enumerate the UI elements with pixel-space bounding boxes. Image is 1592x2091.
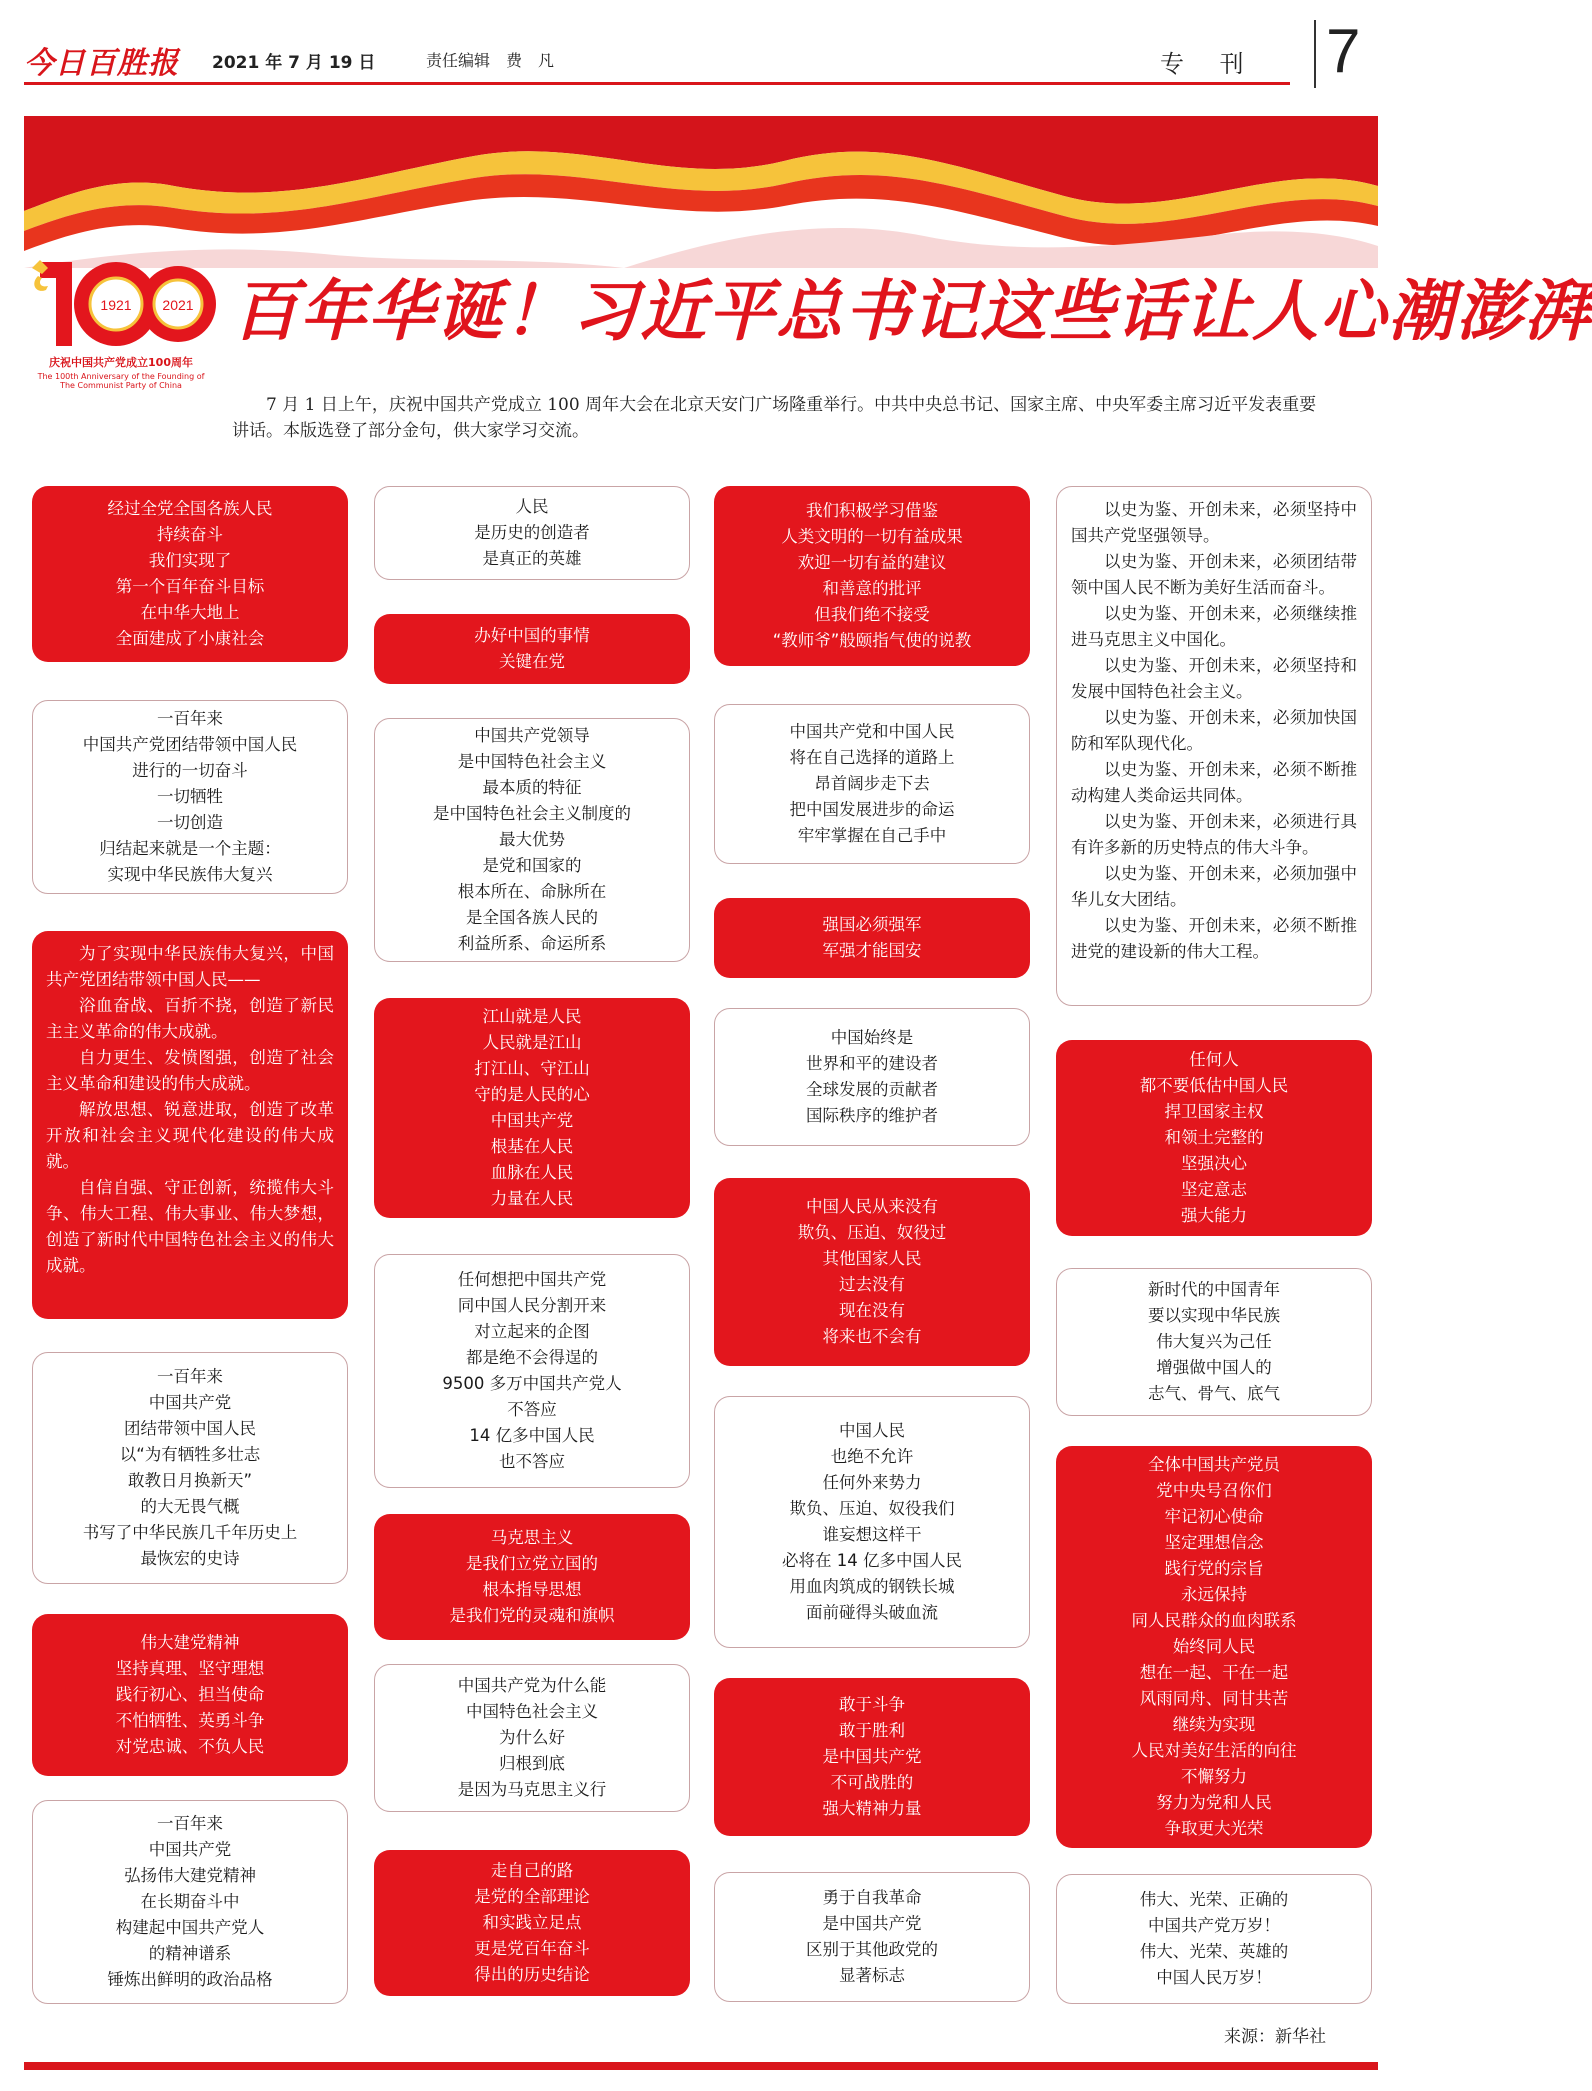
quote-line: 牢牢掌握在自己手中 xyxy=(797,826,947,845)
quote-line: 必将在 14 亿多中国人民 xyxy=(782,1551,962,1570)
quote-line: 是中国特色社会主义 xyxy=(457,752,607,771)
quote-paragraph: 以史为鉴、开创未来，必须进行具有许多新的历史特点的伟大斗争。 xyxy=(1071,812,1357,857)
quote-line: 是因为马克思主义行 xyxy=(457,1780,607,1799)
emblem-caption-cn: 庆祝中国共产党成立100周年 xyxy=(49,356,193,369)
quote-paragraph: 以史为鉴、开创未来，必须继续推进马克思主义中国化。 xyxy=(1071,604,1357,649)
quote-line: 根基在人民 xyxy=(490,1137,574,1156)
quote-paragraph: 浴血奋战、百折不挠，创造了新民主主义革命的伟大成就。 xyxy=(46,996,334,1041)
quote-line: 归根到底 xyxy=(499,1754,565,1773)
emblem-year-left: 1921 xyxy=(100,297,132,313)
quote-card xyxy=(714,704,1030,864)
page-number: 7 xyxy=(1326,17,1361,86)
quote-line: 第一个百年奋斗目标 xyxy=(115,577,265,596)
quote-line: 都是绝不会得逞的 xyxy=(466,1348,598,1367)
quote-card xyxy=(32,1800,348,2004)
quote-line: 中国共产党万岁！ xyxy=(1148,1916,1280,1935)
quote-line: 伟大、光荣、英雄的 xyxy=(1139,1942,1289,1961)
quote-line: 根本指导思想 xyxy=(482,1580,582,1599)
quote-line: 在中华大地上 xyxy=(140,603,240,622)
quote-line: 过去没有 xyxy=(839,1275,905,1294)
quote-paragraph: 以史为鉴、开创未来，必须团结带领中国人民不断为美好生活而奋斗。 xyxy=(1071,552,1357,597)
newspaper-logo: 今日百胜报 xyxy=(24,46,179,81)
quote-line: 是中国共产党 xyxy=(822,1747,922,1766)
quote-line: 一切创造 xyxy=(157,813,223,832)
quote-line: 是党和国家的 xyxy=(482,856,582,875)
quote-line: 走自己的路 xyxy=(490,1861,574,1880)
quote-line: 军强才能国安 xyxy=(822,941,922,960)
quote-line: 构建起中国共产党人 xyxy=(115,1918,265,1937)
quote-paragraph: 以史为鉴、开创未来，必须加强中华儿女大团结。 xyxy=(1071,864,1357,909)
quote-line: 践行党的宗旨 xyxy=(1164,1559,1264,1578)
quote-line: 根本所在、命脉所在 xyxy=(457,882,607,901)
quote-line: 在长期奋斗中 xyxy=(140,1892,240,1911)
quote-line: 是中国特色社会主义制度的 xyxy=(433,804,631,823)
quote-card xyxy=(1056,1040,1372,1236)
quote-card xyxy=(714,1008,1030,1146)
quote-line: 一切牺牲 xyxy=(157,787,223,806)
quote-line: 对立起来的企图 xyxy=(474,1322,590,1341)
editor-credit: 责任编辑 费 凡 xyxy=(426,51,555,70)
quote-line: 坚持真理、坚守理想 xyxy=(115,1659,265,1678)
source-credit: 来源：新华社 xyxy=(1224,2027,1326,2047)
quote-line: 持续奋斗 xyxy=(157,525,223,544)
quote-line: 现在没有 xyxy=(839,1301,905,1320)
quote-line: 中国共产党为什么能 xyxy=(457,1676,607,1695)
quote-line: 以“为有牺牲多壮志 xyxy=(119,1445,261,1464)
emblem-caption-en-2: The Communist Party of China xyxy=(60,381,182,390)
quote-line: 为什么好 xyxy=(499,1728,565,1747)
quote-paragraph: 以史为鉴、开创未来，必须不断推动构建人类命运共同体。 xyxy=(1071,760,1357,805)
quote-line: 力量在人民 xyxy=(490,1189,574,1208)
quote-card xyxy=(1056,1446,1372,1848)
quote-line: 不懈努力 xyxy=(1181,1767,1247,1786)
quote-line: 马克思主义 xyxy=(490,1528,574,1547)
quote-line: 也绝不允许 xyxy=(830,1447,914,1466)
quote-line: 中国共产党和中国人民 xyxy=(789,722,955,741)
quote-line: 实现中华民族伟大复兴 xyxy=(107,865,273,884)
quote-line: 争取更大光荣 xyxy=(1164,1819,1264,1838)
quote-line: 打江山、守江山 xyxy=(474,1059,590,1078)
quote-line: 人类文明的一切有益成果 xyxy=(781,527,963,546)
quote-line: 弘扬伟大建党精神 xyxy=(124,1866,256,1885)
quote-line: 是我们立党立国的 xyxy=(466,1554,598,1573)
quote-line: 捍卫国家主权 xyxy=(1164,1102,1264,1121)
quote-line: 中国共产党 xyxy=(148,1840,232,1859)
quote-line: 最恢宏的史诗 xyxy=(140,1549,240,1568)
quote-line: 中国始终是 xyxy=(830,1028,914,1047)
quote-paragraph: 以史为鉴、开创未来，必须加快国防和军队现代化。 xyxy=(1071,708,1357,753)
quote-line: 9500 多万中国共产党人 xyxy=(442,1374,622,1393)
quote-line: 我们实现了 xyxy=(148,551,232,570)
quote-line: 始终同人民 xyxy=(1172,1637,1256,1656)
quote-line: 锤炼出鲜明的政治品格 xyxy=(107,1970,273,1989)
quote-line: 全面建成了小康社会 xyxy=(115,629,265,648)
headline: 百年华诞！习近平总书记这些话让人心潮澎湃 xyxy=(232,273,1592,350)
quote-line: 归结起来就是一个主题： xyxy=(99,839,281,858)
quote-line: 一百年来 xyxy=(157,709,223,728)
quote-line: 是真正的英雄 xyxy=(482,549,582,568)
quote-paragraph: 为了实现中华民族伟大复兴，中国共产党团结带领中国人民—— xyxy=(46,944,334,989)
quote-line: 坚强决心 xyxy=(1181,1154,1247,1173)
quote-line: 风雨同舟、同甘共苦 xyxy=(1139,1689,1289,1708)
quote-line: 不可战胜的 xyxy=(830,1773,914,1792)
quote-line: 伟大复兴为己任 xyxy=(1156,1332,1272,1351)
quote-line: 敢于斗争 xyxy=(839,1695,905,1714)
quote-line: 办好中国的事情 xyxy=(474,626,590,645)
quote-line: 全球发展的贡献者 xyxy=(806,1080,938,1099)
quote-card xyxy=(32,700,348,894)
quote-line: 书写了中华民族几千年历史上 xyxy=(82,1523,298,1542)
quote-card xyxy=(374,486,690,580)
quote-line: 不怕牺牲、英勇斗争 xyxy=(115,1711,265,1730)
quote-line: 进行的一切奋斗 xyxy=(132,761,248,780)
quote-paragraph: 自信自强、守正创新，统揽伟大斗争、伟大工程、伟大事业、伟大梦想，创造了新时代中国特色社会主义的伟大成就。 xyxy=(46,1178,334,1275)
quote-line: 强大精神力量 xyxy=(822,1799,922,1818)
emblem-caption-en-1: The 100th Anniversary of the Founding of xyxy=(37,372,205,381)
quote-line: 中国人民从来没有 xyxy=(806,1197,938,1216)
quote-paragraph: 以史为鉴、开创未来，必须不断推进党的建设新的伟大工程。 xyxy=(1071,916,1357,961)
quote-line: 任何外来势力 xyxy=(822,1473,922,1492)
quote-card xyxy=(374,614,690,684)
quote-line: 的精神谱系 xyxy=(148,1944,232,1963)
quote-card xyxy=(1056,1268,1372,1416)
emblem-caption-en xyxy=(26,372,216,390)
quote-card xyxy=(714,1396,1030,1648)
quote-line: 一百年来 xyxy=(157,1814,223,1833)
quote-line: 志气、骨气、底气 xyxy=(1148,1384,1280,1403)
quote-line: “教师爷”般颐指气使的说教 xyxy=(772,631,972,650)
quote-line: 不答应 xyxy=(507,1400,557,1419)
quote-card xyxy=(374,998,690,1218)
ribbon-illustration xyxy=(24,116,1378,268)
quote-line: 人民对美好生活的向往 xyxy=(1131,1741,1297,1760)
emblem-year-right: 2021 xyxy=(162,297,194,313)
quote-line: 中国人民万岁！ xyxy=(1156,1968,1272,1987)
quote-line: 永远保持 xyxy=(1181,1585,1247,1604)
quote-line: 得出的历史结论 xyxy=(474,1965,590,1984)
quote-card xyxy=(32,1352,348,1584)
quote-line: 强大能力 xyxy=(1181,1206,1247,1225)
quote-line: 和善意的批评 xyxy=(822,579,922,598)
quote-line: 想在一起、干在一起 xyxy=(1139,1663,1289,1682)
quote-line: 和领土完整的 xyxy=(1164,1128,1264,1147)
quote-line: 要以实现中华民族 xyxy=(1148,1306,1280,1325)
quote-line: 利益所系、命运所系 xyxy=(457,934,607,953)
quote-line: 区别于其他政党的 xyxy=(806,1940,938,1959)
quote-line: 欢迎一切有益的建议 xyxy=(797,553,947,572)
quote-line: 对党忠诚、不负人民 xyxy=(115,1737,265,1756)
quote-line: 强国必须强军 xyxy=(822,915,922,934)
quote-line: 经过全党全国各族人民 xyxy=(107,499,273,518)
ribbon-banner xyxy=(24,116,1378,268)
quote-line: 世界和平的建设者 xyxy=(806,1054,938,1073)
quote-line: 最本质的特征 xyxy=(482,778,582,797)
quote-card xyxy=(374,1254,690,1488)
quote-line: 坚定意志 xyxy=(1181,1180,1247,1199)
quote-line: 是中国共产党 xyxy=(822,1914,922,1933)
quote-line: 面前碰得头破血流 xyxy=(806,1603,938,1622)
top-rule xyxy=(24,82,1290,85)
quote-line: 党中央号召你们 xyxy=(1156,1481,1272,1500)
quote-line: 但我们绝不接受 xyxy=(814,605,930,624)
quote-line: 谁妄想这样干 xyxy=(822,1525,922,1544)
quote-paragraph: 解放思想、锐意进取，创造了改革开放和社会主义现代化建设的伟大成就。 xyxy=(46,1100,334,1171)
quote-line: 任何人 xyxy=(1189,1050,1239,1069)
quote-line: 继续为实现 xyxy=(1172,1715,1256,1734)
quote-line: 更是党百年奋斗 xyxy=(474,1939,590,1958)
emblem-100-icon xyxy=(28,254,218,354)
quote-card xyxy=(32,1614,348,1776)
quote-line: 任何想把中国共产党 xyxy=(457,1270,607,1289)
quote-line: 人民 xyxy=(515,497,549,516)
quote-line: 同人民群众的血肉联系 xyxy=(1131,1611,1297,1630)
quote-card xyxy=(374,1850,690,1996)
quote-card xyxy=(714,1872,1030,2002)
quote-line: 践行初心、担当使命 xyxy=(115,1685,265,1704)
quote-line: 欺负、压迫、奴役过 xyxy=(797,1223,947,1242)
quote-line: 关键在党 xyxy=(499,652,565,671)
quote-line: 增强做中国人的 xyxy=(1156,1358,1272,1377)
quote-line: 人民就是江山 xyxy=(482,1033,582,1052)
quote-line: 敢于胜利 xyxy=(839,1721,905,1740)
quote-line: 的大无畏气概 xyxy=(140,1497,240,1516)
quote-line: 中国共产党团结带领中国人民 xyxy=(82,735,298,754)
quote-line: 努力为党和人民 xyxy=(1156,1793,1272,1812)
quote-line: 是我们党的灵魂和旗帜 xyxy=(449,1606,615,1625)
quote-line: 中国共产党 xyxy=(490,1111,574,1130)
quote-line: 将在自己选择的道路上 xyxy=(789,748,955,767)
quote-line: 是全国各族人民的 xyxy=(466,908,598,927)
quote-line: 也不答应 xyxy=(499,1452,565,1471)
quote-line: 守的是人民的心 xyxy=(474,1085,590,1104)
quote-line: 全体中国共产党员 xyxy=(1148,1455,1280,1474)
quote-line: 伟大建党精神 xyxy=(140,1633,240,1652)
quote-paragraph: 以史为鉴、开创未来，必须坚持和发展中国特色社会主义。 xyxy=(1071,656,1357,701)
quote-line: 新时代的中国青年 xyxy=(1148,1280,1280,1299)
quote-line: 是历史的创造者 xyxy=(474,523,590,542)
quote-card xyxy=(374,718,690,962)
masthead xyxy=(24,17,1374,86)
quote-line: 血脉在人民 xyxy=(490,1163,574,1182)
quote-card xyxy=(714,898,1030,978)
quote-line: 将来也不会有 xyxy=(822,1327,922,1346)
quote-card xyxy=(714,1178,1030,1366)
quote-line: 牢记初心使命 xyxy=(1164,1507,1264,1526)
bottom-rule xyxy=(24,2062,1378,2070)
quote-line: 把中国发展进步的命运 xyxy=(789,800,955,819)
quote-line: 一百年来 xyxy=(157,1367,223,1386)
issue-date: 2021 年 7 月 19 日 xyxy=(212,53,376,73)
quote-line: 伟大、光荣、正确的 xyxy=(1139,1890,1289,1909)
quote-line: 中国共产党 xyxy=(148,1393,232,1412)
quote-line: 国际秩序的维护者 xyxy=(806,1106,938,1125)
quote-line: 敢教日月换新天” xyxy=(127,1471,253,1490)
quote-card xyxy=(374,1664,690,1812)
quote-card xyxy=(1056,486,1372,1006)
quote-line: 同中国人民分割开来 xyxy=(457,1296,607,1315)
quote-line: 是党的全部理论 xyxy=(474,1887,590,1906)
quote-line: 中国人民 xyxy=(839,1421,905,1440)
quote-paragraph: 以史为鉴、开创未来，必须坚持中国共产党坚强领导。 xyxy=(1071,500,1357,545)
lead-paragraph: 7 月 1 日上午，庆祝中国共产党成立 100 周年大会在北京天安门广场隆重举行。中共中央总书记、国家主席、中央军委主席习近平发表重要讲话。本版选登了部分金句，供大家学习交流。 xyxy=(232,395,1317,441)
quote-line: 最大优势 xyxy=(499,830,565,849)
quote-line: 勇于自我革命 xyxy=(822,1888,922,1907)
quote-line: 中国共产党领导 xyxy=(474,726,590,745)
quote-card xyxy=(374,1514,690,1640)
quote-card xyxy=(714,1678,1030,1836)
quote-line: 欺负、压迫、奴役我们 xyxy=(789,1499,955,1518)
quote-line: 中国特色社会主义 xyxy=(466,1702,598,1721)
quote-card xyxy=(714,486,1030,666)
quote-paragraph: 自力更生、发愤图强，创造了社会主义革命和建设的伟大成就。 xyxy=(46,1048,334,1093)
quote-line: 昂首阔步走下去 xyxy=(814,774,930,793)
quote-card xyxy=(32,486,348,662)
quote-line: 坚定理想信念 xyxy=(1164,1533,1264,1552)
quote-line: 显著标志 xyxy=(839,1966,905,1985)
quote-line: 团结带领中国人民 xyxy=(124,1419,256,1438)
quote-card xyxy=(32,931,348,1319)
quote-line: 其他国家人民 xyxy=(822,1249,922,1268)
quote-line: 和实践立足点 xyxy=(482,1913,582,1932)
quote-card xyxy=(1056,1874,1372,2004)
quote-line: 江山就是人民 xyxy=(482,1007,582,1026)
section-name: 专 刊 xyxy=(1160,50,1258,78)
quote-line: 14 亿多中国人民 xyxy=(469,1426,595,1445)
quote-line: 我们积极学习借鉴 xyxy=(806,501,938,520)
quote-line: 用血肉筑成的钢铁长城 xyxy=(789,1577,955,1596)
quote-line: 都不要低估中国人民 xyxy=(1139,1076,1289,1095)
